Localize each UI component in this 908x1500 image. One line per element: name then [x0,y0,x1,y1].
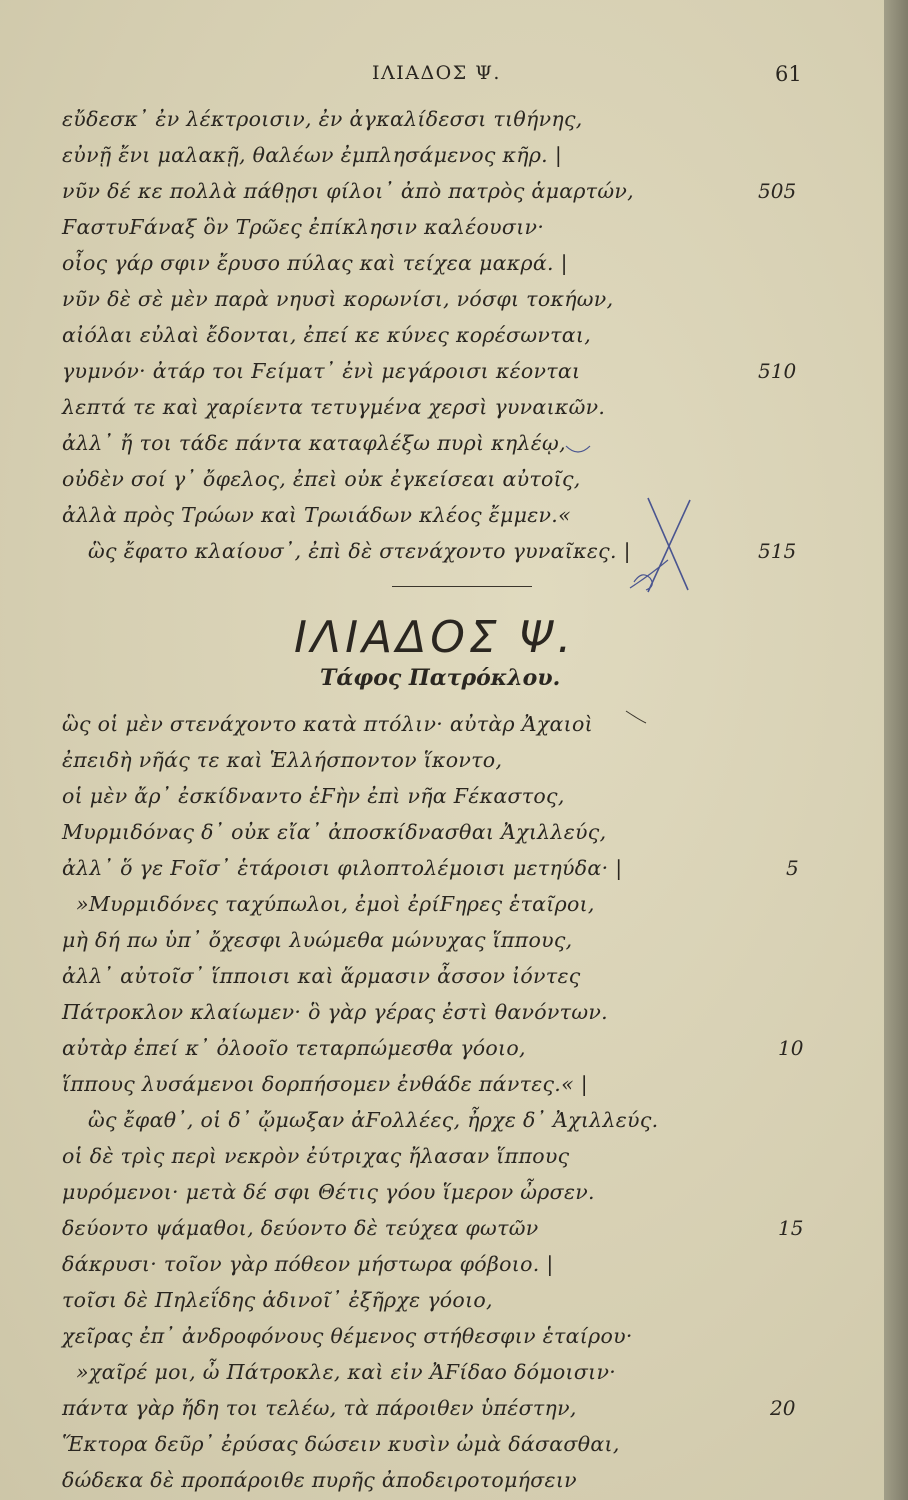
verse-line: δάκρυσι· τοῖον γὰρ πόθεον μήστωρα φόβοιο. | [62,1252,554,1276]
verse-line: αἰόλαι εὐλαὶ ἔδονται, ἐπεί κε κύνες κορέσωνται, [62,323,592,347]
line-number: 10 [778,1036,804,1060]
verse-line: ἀλλ᾽ ὅ γε Ϝοῖσ᾽ ἑτάροισι φιλοπτολέμοισι μετηύδα· | [62,856,623,880]
verse-line: Ἕκτορα δεῦρ᾽ ἐρύσας δώσειν κυσὶν ὠμὰ δάσασθαι, [62,1432,620,1456]
verse-line: ἀλλὰ πρὸς Τρώων καὶ Τρωιάδων κλέος ἔμμεν.« [62,503,571,527]
verse-line: λεπτά τε καὶ χαρίεντα τετυγμένα χερσὶ γυναικῶν. [62,395,606,419]
binding-edge [884,0,908,1500]
pencil-stroke [648,500,690,592]
pencil-stroke [648,498,688,590]
page-number: 61 [775,62,802,86]
verse-line: δεύοντο ψάμαθοι, δεύοντο δὲ τεύχεα φωτῶν [62,1216,539,1240]
page-header [0,62,884,96]
verse-line: Πάτροκλον κλαίωμεν· ὃ γὰρ γέρας ἐστὶ θανόντων. [62,1000,608,1024]
verse-line: Μυρμιδόνας δ᾽ οὐκ εἴα᾽ ἀποσκίδνασθαι Ἀχιλλεύς, [62,820,607,844]
verse-line: γυμνόν· ἀτάρ τοι Ϝείματ᾽ ἐνὶ μεγάροισι κέονται [62,359,581,383]
pencil-stroke [630,560,668,588]
verse-line: χεῖρας ἐπ᾽ ἀνδροφόνους θέμενος στήθεσφιν ἑταίρου· [62,1324,633,1348]
verse-line: οὐδὲν σοί γ᾽ ὄφελος, ἐπεὶ οὐκ ἐγκείσεαι αὐτοῖς, [62,467,581,491]
verse-line: ὣς οἱ μὲν στενάχοντο κατὰ πτόλιν· αὐτὰρ Ἀχαιοὶ [62,712,593,736]
verse-line: ἀλλ᾽ ἤ τοι τάδε πάντα καταφλέξω πυρὶ κηλέῳ, [62,431,566,455]
verse-line: νῦν δὲ σὲ μὲν παρὰ νηυσὶ κορωνίσι, νόσφι τοκήων, [62,287,614,311]
line-number: 5 [786,856,799,880]
verse-line: ἐπειδὴ νῆάς τε καὶ Ἑλλήσποντον ἵκοντο, [62,748,503,772]
verse-line: πάντα γὰρ ἤδη τοι τελέω, τὰ πάροιθεν ὑπέστην, [62,1396,577,1420]
line-number: 515 [758,539,797,563]
pencil-stroke [566,446,590,452]
running-title: ΙΛΙΑΔΟΣ Ψ. [372,62,501,84]
verse-line: οἱ μὲν ἄρ᾽ ἐσκίδναντο ἑϜὴν ἐπὶ νῆα Ϝέκαστος, [62,784,565,808]
section-divider [392,586,532,587]
verse-line: μὴ δή πω ὑπ᾽ ὄχεσφι λυώμεθα μώνυχας ἵππους, [62,928,573,952]
line-number: 20 [770,1396,796,1420]
verse-line: ὣς ἔφατο κλαίουσ᾽, ἐπὶ δὲ στενάχοντο γυναῖκες. | [88,539,631,563]
verse-line: μυρόμενοι· μετὰ δέ σφι Θέτις γόου ἵμερον ὦρσεν. [62,1180,595,1204]
line-number: 505 [758,179,797,203]
verse-line: »Μυρμιδόνες ταχύπωλοι, ἐμοὶ ἐρίϜηρες ἑταῖροι, [76,892,595,916]
verse-line: ὣς ἔφαθ᾽, οἱ δ᾽ ᾤμωξαν ἀϜολλέες, ἦρχε δ᾽ Ἀχιλλεύς. [88,1108,659,1132]
verse-line: »χαῖρέ μοι, ὦ Πάτροκλε, καὶ εἰν ἈϜίδαο δόμοισιν· [76,1360,617,1384]
verse-line: νῦν δέ κε πολλὰ πάθῃσι φίλοι᾽ ἀπὸ πατρὸς ἁμαρτών, [62,179,634,203]
verse-line: ἀλλ᾽ αὐτοῖσ᾽ ἵπποισι καὶ ἅρμασιν ἆσσον ἰόντες [62,964,581,988]
book-subtitle: Τάφος Πατρόκλου. [320,665,561,691]
verse-line: ϜαστυϜάναξ ὃν Τρῶες ἐπίκλησιν καλέουσιν· [62,215,545,239]
verse-line: ἵππους λυσάμενοι δορπήσομεν ἐνθάδε πάντες.« | [62,1072,588,1096]
line-number: 510 [758,359,797,383]
book-title: ΙΛΙΑΔΟΣ Ψ. [294,612,576,663]
verse-line: οἱ δὲ τρὶς περὶ νεκρὸν ἐύτριχας ἤλασαν ἵππους [62,1144,570,1168]
pencil-scribble [634,575,652,590]
line-number: 15 [778,1216,804,1240]
verse-line: αὐτὰρ ἐπεί κ᾽ ὀλοοῖο τεταρπώμεσθα γόοιο, [62,1036,526,1060]
verse-line: τοῖσι δὲ Πηλεΐδης ἁδινοῖ᾽ ἐξῆρχε γόοιο, [62,1288,493,1312]
verse-line: εὔδεσκ᾽ ἐν λέκτροισιν, ἐν ἀγκαλίδεσσι τιθήνης, [62,107,583,131]
pencil-stroke [626,711,646,723]
verse-line: δώδεκα δὲ προπάροιθε πυρῆς ἀποδειροτομήσειν [62,1468,577,1492]
verse-line: οἶος γάρ σφιν ἔρυσο πύλας καὶ τείχεα μακρά. | [62,251,568,275]
verse-line: εὐνῇ ἔνι μαλακῇ, θαλέων ἐμπλησάμενος κῆρ. | [62,143,563,167]
